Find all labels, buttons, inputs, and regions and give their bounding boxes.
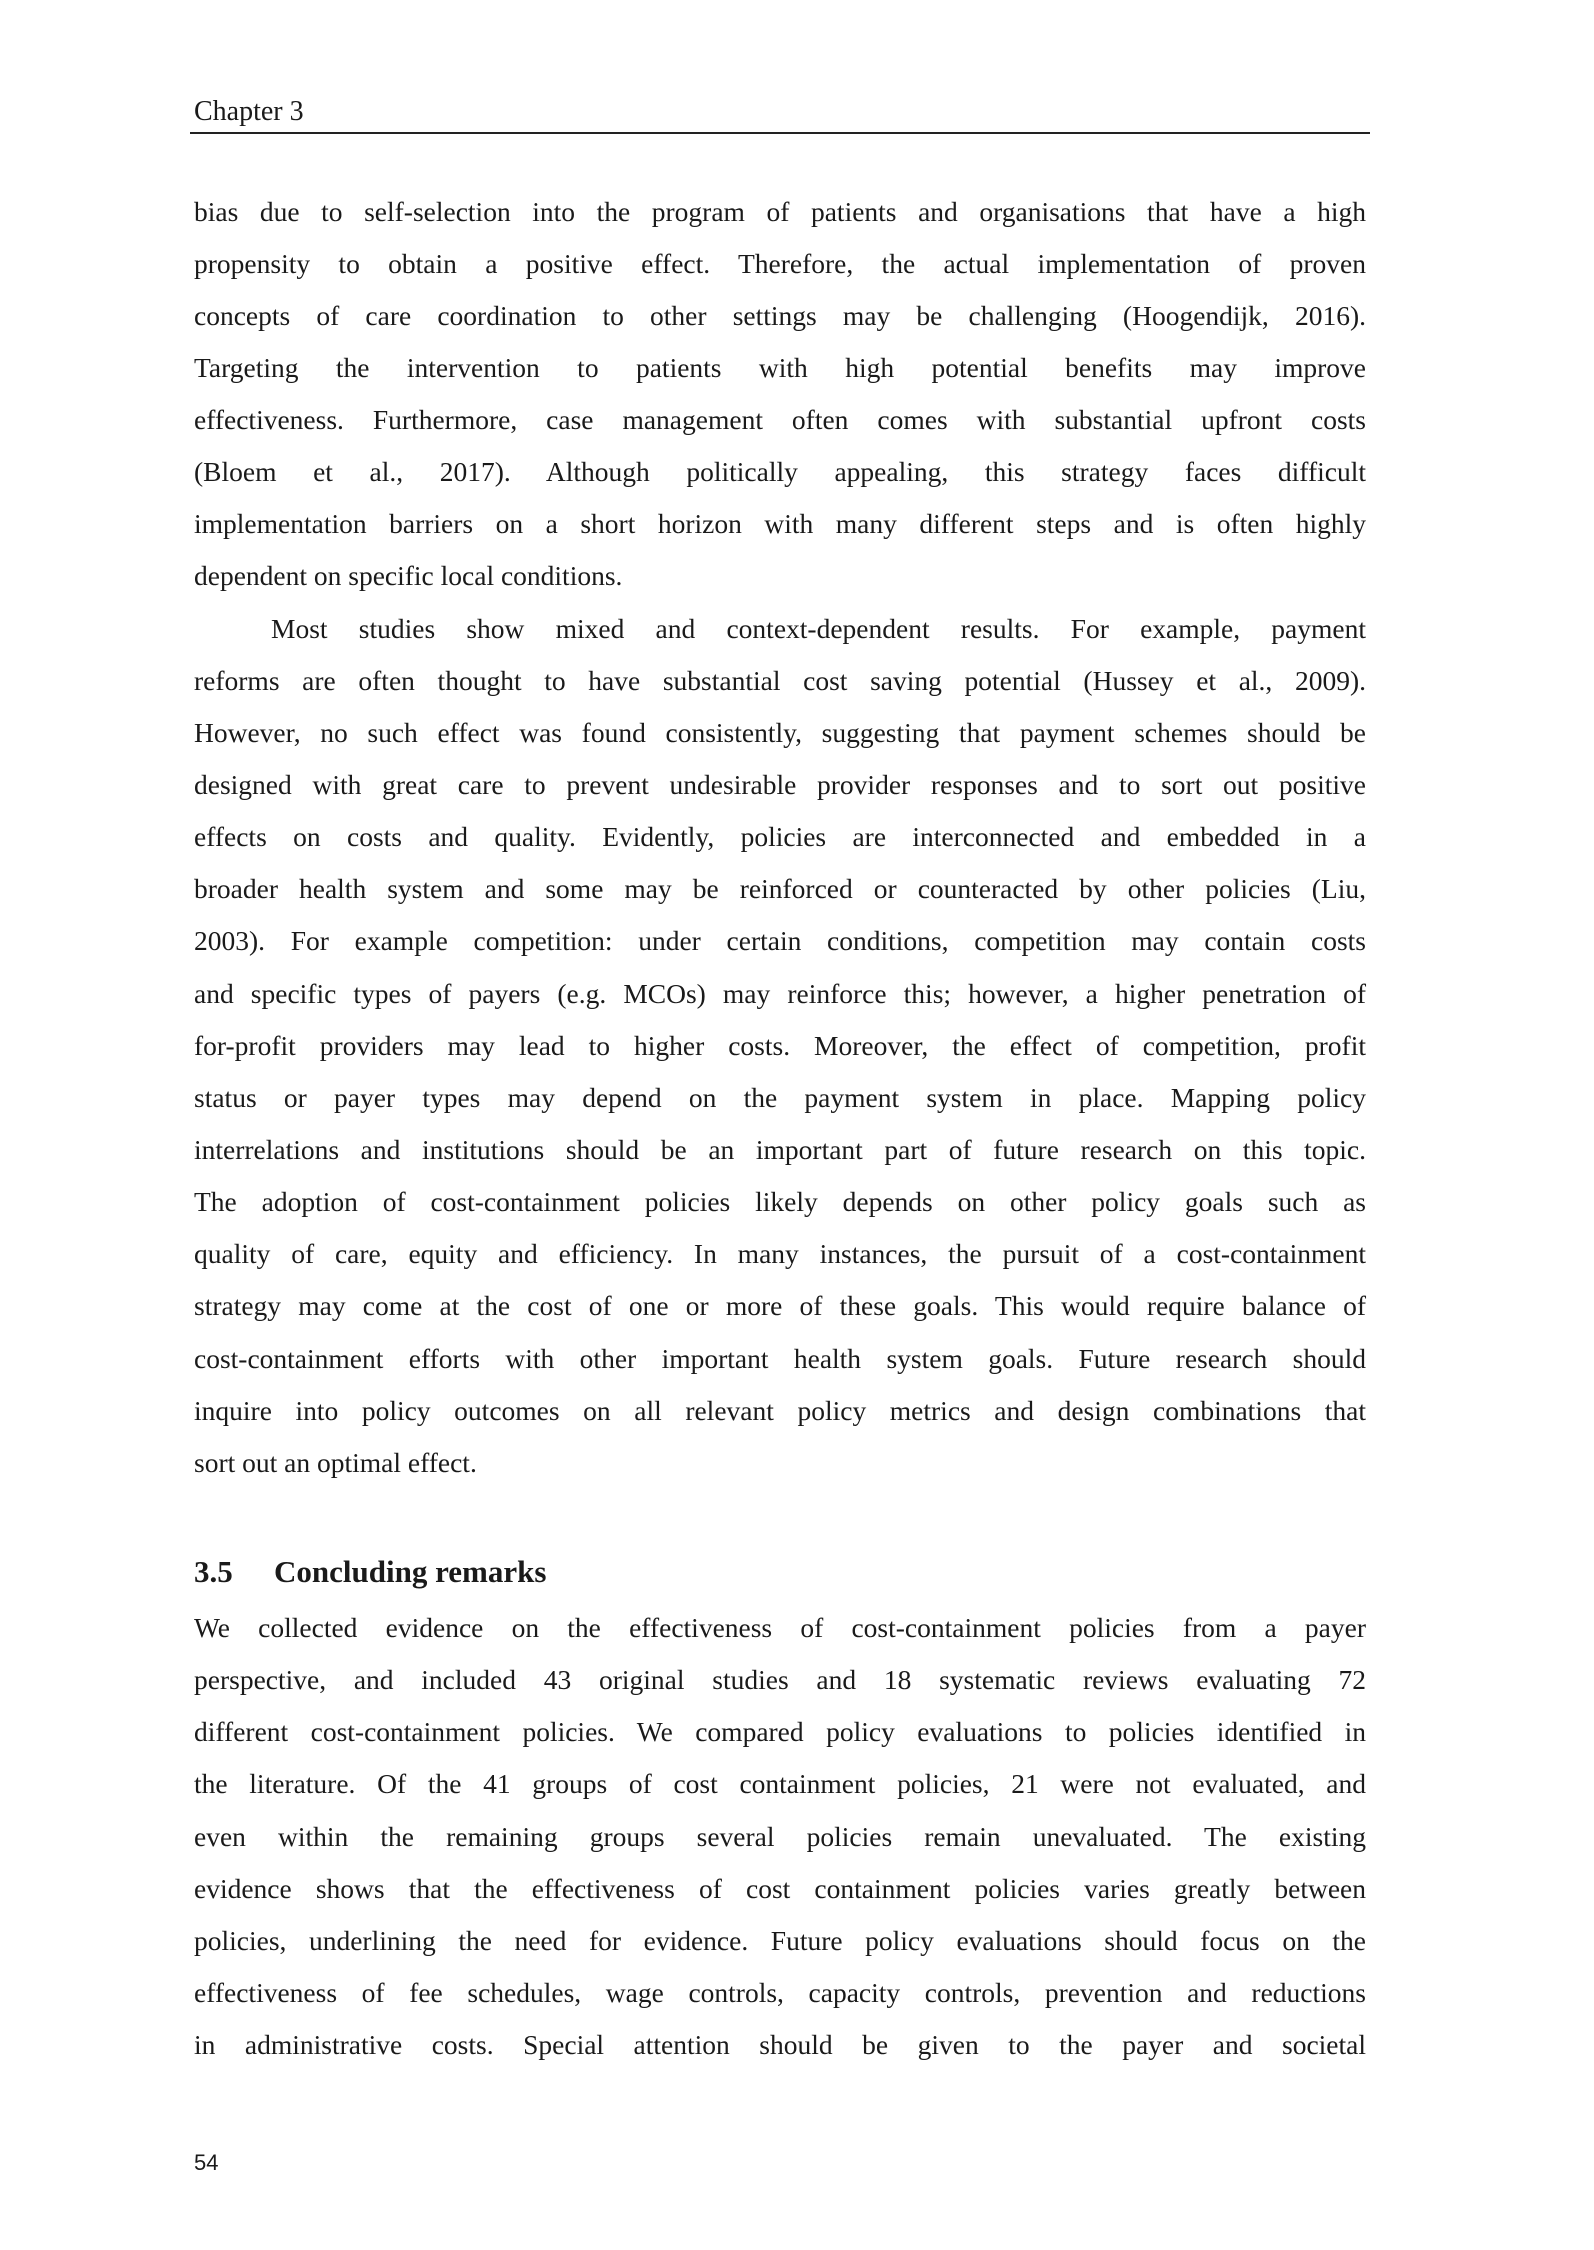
paragraph-2 <box>194 603 1366 1489</box>
text-line: designed with great care to prevent undesirable provider responses and to sort out positive <box>194 769 1366 801</box>
text-line: and specific types of payers (e.g. MCOs) may reinforce this; however, a higher penetration of <box>194 977 1366 1009</box>
page-number: 54 <box>194 2150 219 2175</box>
text-line: effectiveness. Furthermore, case management often comes with substantial upfront costs <box>194 404 1366 436</box>
text-line: concepts of care coordination to other settings may be challenging (Hoogendijk, 2016). <box>194 299 1366 331</box>
text-line: interrelations and institutions should be an important part of future research on this topic. <box>194 1134 1366 1166</box>
text-line: Targeting the intervention to patients with high potential benefits may improve <box>194 351 1366 383</box>
text-line: cost-containment efforts with other important health system goals. Future research should <box>194 1342 1366 1374</box>
text-line: even within the remaining groups several policies remain unevaluated. The existing <box>194 1820 1366 1852</box>
paragraph-3 <box>194 1602 1366 2071</box>
header-rule <box>190 132 1370 134</box>
text-line: However, no such effect was found consistently, suggesting that payment schemes should be <box>194 716 1366 748</box>
text-line: for-profit providers may lead to higher costs. Moreover, the effect of competition, profit <box>194 1029 1366 1061</box>
text-line: effects on costs and quality. Evidently, policies are interconnected and embedded in a <box>194 821 1366 853</box>
text-line: in administrative costs. Special attention should be given to the payer and societal <box>194 2029 1366 2061</box>
section-number: 3.5 <box>194 1554 233 1589</box>
text-line: propensity to obtain a positive effect. Therefore, the actual implementation of proven <box>194 247 1366 279</box>
text-line: policies, underlining the need for evidence. Future policy evaluations should focus on the <box>194 1924 1366 1956</box>
paragraph-1 <box>194 186 1366 603</box>
text-line: broader health system and some may be reinforced or counteracted by other policies (Liu, <box>194 873 1366 905</box>
text-line: perspective, and included 43 original studies and 18 systematic reviews evaluating 72 <box>194 1664 1366 1696</box>
text-line: different cost-containment policies. We compared policy evaluations to policies identified in <box>194 1716 1366 1748</box>
text-line: status or payer types may depend on the payment system in place. Mapping policy <box>194 1081 1366 1113</box>
text-line: sort out an optimal effect. <box>194 1446 477 1478</box>
text-line: Most studies show mixed and context-dependent results. For example, payment <box>271 612 1366 644</box>
text-line: effectiveness of fee schedules, wage controls, capacity controls, prevention and reductions <box>194 1976 1366 2008</box>
text-line: The adoption of cost-containment policies likely depends on other policy goals such as <box>194 1186 1366 1218</box>
body-paragraphs-3 <box>194 1602 1366 2071</box>
text-line: reforms are often thought to have substantial cost saving potential (Hussey et al., 2009). <box>194 664 1366 696</box>
text-line: the literature. Of the 41 groups of cost containment policies, 21 were not evaluated, and <box>194 1768 1366 1800</box>
text-line: 2003). For example competition: under certain conditions, competition may contain costs <box>194 925 1366 957</box>
text-line: inquire into policy outcomes on all relevant policy metrics and design combinations that <box>194 1394 1366 1426</box>
body-paragraphs-1-2 <box>194 186 1366 1490</box>
text-line: quality of care, equity and efficiency. In many instances, the pursuit of a cost-containment <box>194 1238 1366 1270</box>
text-line: We collected evidence on the effectiveness of cost-containment policies from a payer <box>194 1612 1366 1643</box>
section-heading <box>194 1550 546 1594</box>
text-line: strategy may come at the cost of one or more of these goals. This would require balance of <box>194 1290 1366 1322</box>
text-line: dependent on specific local conditions. <box>194 560 623 592</box>
section-title: Concluding remarks <box>274 1554 547 1589</box>
text-line: evidence shows that the effectiveness of cost containment policies varies greatly between <box>194 1872 1366 1904</box>
running-header: Chapter 3 <box>194 96 304 127</box>
text-line: bias due to self-selection into the program of patients and organisations that have a high <box>194 195 1366 227</box>
text-line: (Bloem et al., 2017). Although politically appealing, this strategy faces difficult <box>194 456 1366 488</box>
text-line: implementation barriers on a short horizon with many different steps and is often highly <box>194 508 1366 540</box>
